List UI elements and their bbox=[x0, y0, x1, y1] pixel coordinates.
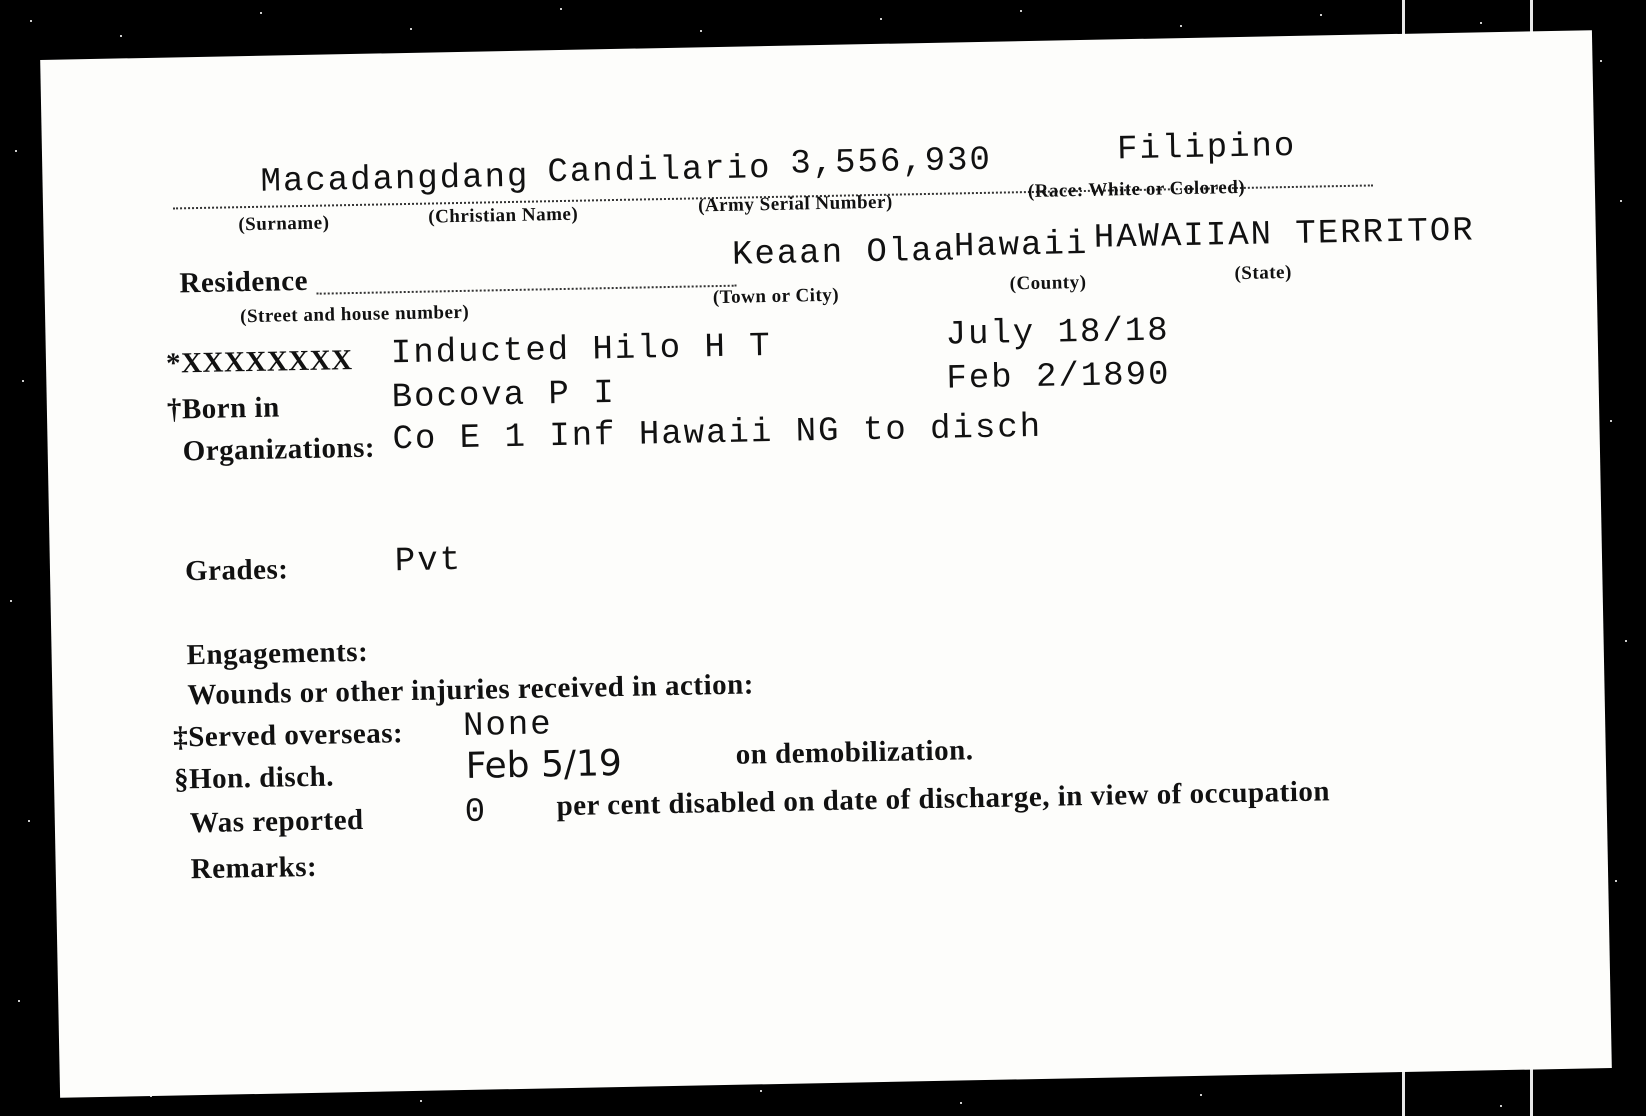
hon-disch-date: Feb 5/19 bbox=[465, 742, 623, 787]
engagements-label: Engagements: bbox=[186, 635, 369, 672]
christian-name-caption: (Christian Name) bbox=[428, 203, 579, 228]
reported-label: Was reported bbox=[189, 803, 364, 840]
state-caption: (State) bbox=[1234, 262, 1293, 285]
grades-label: Grades: bbox=[184, 553, 289, 588]
organizations-label: Organizations: bbox=[182, 431, 376, 468]
street-caption: (Street and house number) bbox=[239, 301, 470, 328]
enlistment-value: Inducted Hilo H T bbox=[390, 328, 773, 374]
enlistment-label: *XXXXXXXX bbox=[165, 344, 353, 380]
town-caption: (Town or City) bbox=[712, 284, 840, 309]
born-value: Bocova P I bbox=[391, 375, 617, 418]
serial-number-caption: (Army Serial Number) bbox=[697, 191, 893, 217]
wounds-label: Wounds or other injuries received in action: bbox=[187, 668, 755, 712]
residence-county-value: Hawaii bbox=[953, 225, 1089, 267]
surname-value: Macadangdang bbox=[260, 158, 530, 202]
county-caption: (County) bbox=[1009, 271, 1087, 295]
reported-suffix: per cent disabled on date of discharge, in view of occupation bbox=[556, 775, 1331, 823]
enlistment-date: July 18/18 bbox=[945, 312, 1171, 355]
organizations-value: Co E 1 Inf Hawaii NG to disch bbox=[392, 408, 1043, 460]
residence-label: Residence bbox=[179, 264, 309, 300]
christian-name-value: Candilario bbox=[547, 149, 772, 193]
remarks-label: Remarks: bbox=[190, 850, 318, 886]
reported-value: 0 bbox=[464, 793, 488, 832]
residence-state-value: HAWAIIAN TERRITOR bbox=[1093, 212, 1475, 258]
record-card bbox=[40, 30, 1612, 1098]
grades-value: Pvt bbox=[394, 541, 463, 582]
born-date: Feb 2/1890 bbox=[946, 356, 1171, 399]
race-value: Filipino bbox=[1116, 127, 1297, 170]
hon-disch-suffix: on demobilization. bbox=[735, 734, 974, 771]
served-overseas-label: ‡Served overseas: bbox=[172, 717, 404, 754]
serial-number-value: 3,556,930 bbox=[789, 141, 993, 184]
residence-town-value: Keaan Olaa bbox=[731, 232, 957, 275]
race-caption: (Race: White or Colored) bbox=[1027, 176, 1246, 203]
surname-caption: (Surname) bbox=[238, 212, 330, 236]
hon-disch-label: §Hon. disch. bbox=[173, 760, 335, 796]
born-label: †Born in bbox=[166, 391, 280, 426]
served-overseas-value: None bbox=[462, 706, 554, 746]
